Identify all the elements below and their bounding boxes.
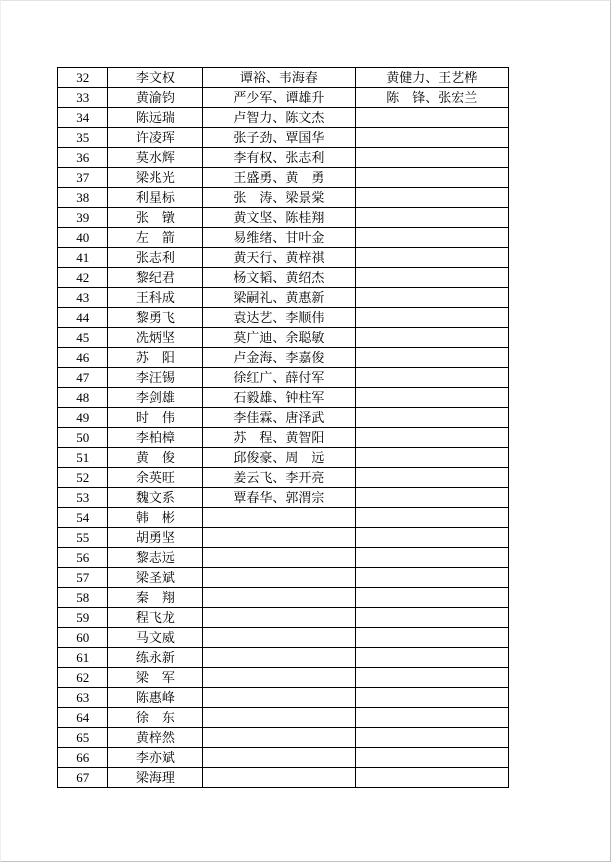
name-cell: 陈远瑞 — [108, 108, 203, 128]
table-row — [58, 708, 509, 728]
members-cell: 梁嗣礼、黄惠新 — [203, 288, 355, 308]
members-cell — [203, 648, 355, 668]
name-cell: 张志利 — [108, 248, 203, 268]
members-cell — [203, 748, 355, 768]
extra-members-cell — [355, 488, 508, 508]
name-cell: 胡勇坚 — [108, 528, 203, 548]
members-cell: 李有权、张志利 — [203, 148, 355, 168]
row-number-cell: 56 — [58, 548, 108, 568]
row-number-cell: 61 — [58, 648, 108, 668]
extra-members-cell — [355, 668, 508, 688]
table-row — [58, 408, 509, 428]
members-cell — [203, 608, 355, 628]
extra-members-cell — [355, 288, 508, 308]
members-cell: 邱俊豪、周 远 — [203, 448, 355, 468]
extra-members-cell — [355, 408, 508, 428]
table-row — [58, 308, 509, 328]
extra-members-cell — [355, 628, 508, 648]
table-row — [58, 388, 509, 408]
table-row — [58, 588, 509, 608]
extra-members-cell — [355, 188, 508, 208]
table-row — [58, 288, 509, 308]
row-number-cell: 55 — [58, 528, 108, 548]
extra-members-cell — [355, 308, 508, 328]
members-cell: 易维绪、甘叶金 — [203, 228, 355, 248]
row-number-cell: 51 — [58, 448, 108, 468]
members-cell — [203, 588, 355, 608]
members-cell: 卢智力、陈文杰 — [203, 108, 355, 128]
table-row — [58, 468, 509, 488]
table-row — [58, 688, 509, 708]
name-cell: 利星标 — [108, 188, 203, 208]
extra-members-cell — [355, 328, 508, 348]
row-number-cell: 47 — [58, 368, 108, 388]
name-cell: 李剑雄 — [108, 388, 203, 408]
row-number-cell: 57 — [58, 568, 108, 588]
members-cell: 李佳霖、唐泽武 — [203, 408, 355, 428]
members-cell: 张子劲、覃国华 — [203, 128, 355, 148]
name-cell: 李汪锡 — [108, 368, 203, 388]
name-cell: 梁海理 — [108, 768, 203, 788]
row-number-cell: 32 — [58, 68, 108, 88]
table-row — [58, 268, 509, 288]
extra-members-cell — [355, 568, 508, 588]
name-cell: 梁 军 — [108, 668, 203, 688]
table-row — [58, 108, 509, 128]
extra-members-cell — [355, 248, 508, 268]
row-number-cell: 45 — [58, 328, 108, 348]
table-row — [58, 528, 509, 548]
extra-members-cell — [355, 608, 508, 628]
row-number-cell: 46 — [58, 348, 108, 368]
table-row — [58, 208, 509, 228]
name-cell: 许凌珲 — [108, 128, 203, 148]
extra-members-cell — [355, 748, 508, 768]
members-cell — [203, 668, 355, 688]
extra-members-cell — [355, 728, 508, 748]
extra-members-cell — [355, 688, 508, 708]
table-row — [58, 328, 509, 348]
name-cell: 冼炳坚 — [108, 328, 203, 348]
table-row — [58, 68, 509, 88]
members-cell: 石毅雄、钟柱军 — [203, 388, 355, 408]
row-number-cell: 60 — [58, 628, 108, 648]
extra-members-cell — [355, 148, 508, 168]
row-number-cell: 38 — [58, 188, 108, 208]
extra-members-cell: 陈 锋、张宏兰 — [355, 88, 508, 108]
extra-members-cell — [355, 768, 508, 788]
members-cell — [203, 628, 355, 648]
name-cell: 马文威 — [108, 628, 203, 648]
row-number-cell: 65 — [58, 728, 108, 748]
row-number-cell: 44 — [58, 308, 108, 328]
row-number-cell: 34 — [58, 108, 108, 128]
name-cell: 秦 翔 — [108, 588, 203, 608]
table-row — [58, 768, 509, 788]
name-cell: 莫水辉 — [108, 148, 203, 168]
table-row — [58, 348, 509, 368]
members-cell: 谭裕、韦海春 — [203, 68, 355, 88]
name-cell: 王科成 — [108, 288, 203, 308]
extra-members-cell — [355, 648, 508, 668]
row-number-cell: 48 — [58, 388, 108, 408]
name-cell: 李文权 — [108, 68, 203, 88]
name-cell: 余英旺 — [108, 468, 203, 488]
name-cell: 李柏樟 — [108, 428, 203, 448]
table-row — [58, 628, 509, 648]
row-number-cell: 64 — [58, 708, 108, 728]
table-row — [58, 488, 509, 508]
members-cell: 徐红广、薛付军 — [203, 368, 355, 388]
members-cell: 莫广迪、余聪敏 — [203, 328, 355, 348]
name-cell: 梁圣斌 — [108, 568, 203, 588]
extra-members-cell — [355, 368, 508, 388]
row-number-cell: 54 — [58, 508, 108, 528]
members-cell: 袁达艺、李顺伟 — [203, 308, 355, 328]
members-cell: 杨文韬、黄绍杰 — [203, 268, 355, 288]
extra-members-cell — [355, 548, 508, 568]
extra-members-cell — [355, 268, 508, 288]
name-cell: 时 伟 — [108, 408, 203, 428]
extra-members-cell — [355, 168, 508, 188]
members-cell: 王盛勇、黄 勇 — [203, 168, 355, 188]
row-number-cell: 36 — [58, 148, 108, 168]
extra-members-cell — [355, 348, 508, 368]
table-row — [58, 648, 509, 668]
table-row — [58, 168, 509, 188]
members-cell — [203, 728, 355, 748]
row-number-cell: 37 — [58, 168, 108, 188]
table-row — [58, 548, 509, 568]
members-cell: 姜云飞、李开亮 — [203, 468, 355, 488]
row-number-cell: 43 — [58, 288, 108, 308]
extra-members-cell — [355, 208, 508, 228]
table-row — [58, 568, 509, 588]
row-number-cell: 50 — [58, 428, 108, 448]
table-row — [58, 448, 509, 468]
extra-members-cell: 黄健力、王艺桦 — [355, 68, 508, 88]
members-cell: 黄文坚、陈桂翔 — [203, 208, 355, 228]
members-cell: 覃春华、郭渭宗 — [203, 488, 355, 508]
members-cell — [203, 708, 355, 728]
extra-members-cell — [355, 528, 508, 548]
row-number-cell: 33 — [58, 88, 108, 108]
members-cell: 苏 程、黄智阳 — [203, 428, 355, 448]
name-cell: 黎纪君 — [108, 268, 203, 288]
members-cell — [203, 528, 355, 548]
row-number-cell: 58 — [58, 588, 108, 608]
name-cell: 张 镦 — [108, 208, 203, 228]
extra-members-cell — [355, 228, 508, 248]
row-number-cell: 39 — [58, 208, 108, 228]
table-row — [58, 228, 509, 248]
table-row — [58, 148, 509, 168]
extra-members-cell — [355, 128, 508, 148]
name-cell: 李亦斌 — [108, 748, 203, 768]
table-row — [58, 668, 509, 688]
name-cell: 黄 俊 — [108, 448, 203, 468]
members-cell: 严少军、谭雄升 — [203, 88, 355, 108]
row-number-cell: 59 — [58, 608, 108, 628]
name-cell: 左 箭 — [108, 228, 203, 248]
table-row — [58, 368, 509, 388]
roster-table — [57, 67, 509, 788]
extra-members-cell — [355, 588, 508, 608]
row-number-cell: 40 — [58, 228, 108, 248]
name-cell: 陈惠峰 — [108, 688, 203, 708]
row-number-cell: 66 — [58, 748, 108, 768]
extra-members-cell — [355, 388, 508, 408]
row-number-cell: 67 — [58, 768, 108, 788]
name-cell: 黎志远 — [108, 548, 203, 568]
extra-members-cell — [355, 428, 508, 448]
table-row — [58, 608, 509, 628]
members-cell — [203, 508, 355, 528]
name-cell: 黄梓然 — [108, 728, 203, 748]
table-row — [58, 88, 509, 108]
members-cell: 黄天行、黄梓祺 — [203, 248, 355, 268]
row-number-cell: 63 — [58, 688, 108, 708]
row-number-cell: 49 — [58, 408, 108, 428]
name-cell: 魏文系 — [108, 488, 203, 508]
members-cell — [203, 768, 355, 788]
name-cell: 黎勇飞 — [108, 308, 203, 328]
name-cell: 黄渝钧 — [108, 88, 203, 108]
name-cell: 苏 阳 — [108, 348, 203, 368]
name-cell: 练永新 — [108, 648, 203, 668]
row-number-cell: 62 — [58, 668, 108, 688]
extra-members-cell — [355, 448, 508, 468]
table-row — [58, 428, 509, 448]
extra-members-cell — [355, 708, 508, 728]
table-row — [58, 188, 509, 208]
name-cell: 程飞龙 — [108, 608, 203, 628]
members-cell: 张 涛、梁景棠 — [203, 188, 355, 208]
members-cell: 卢金海、李嘉俊 — [203, 348, 355, 368]
name-cell: 韩 彬 — [108, 508, 203, 528]
extra-members-cell — [355, 108, 508, 128]
extra-members-cell — [355, 468, 508, 488]
row-number-cell: 41 — [58, 248, 108, 268]
table-row — [58, 128, 509, 148]
members-cell — [203, 688, 355, 708]
extra-members-cell — [355, 508, 508, 528]
roster-table-body — [58, 68, 509, 788]
table-row — [58, 728, 509, 748]
table-row — [58, 748, 509, 768]
table-row — [58, 248, 509, 268]
table-row — [58, 508, 509, 528]
name-cell: 梁兆光 — [108, 168, 203, 188]
row-number-cell: 35 — [58, 128, 108, 148]
row-number-cell: 42 — [58, 268, 108, 288]
members-cell — [203, 548, 355, 568]
row-number-cell: 53 — [58, 488, 108, 508]
members-cell — [203, 568, 355, 588]
row-number-cell: 52 — [58, 468, 108, 488]
name-cell: 徐 东 — [108, 708, 203, 728]
